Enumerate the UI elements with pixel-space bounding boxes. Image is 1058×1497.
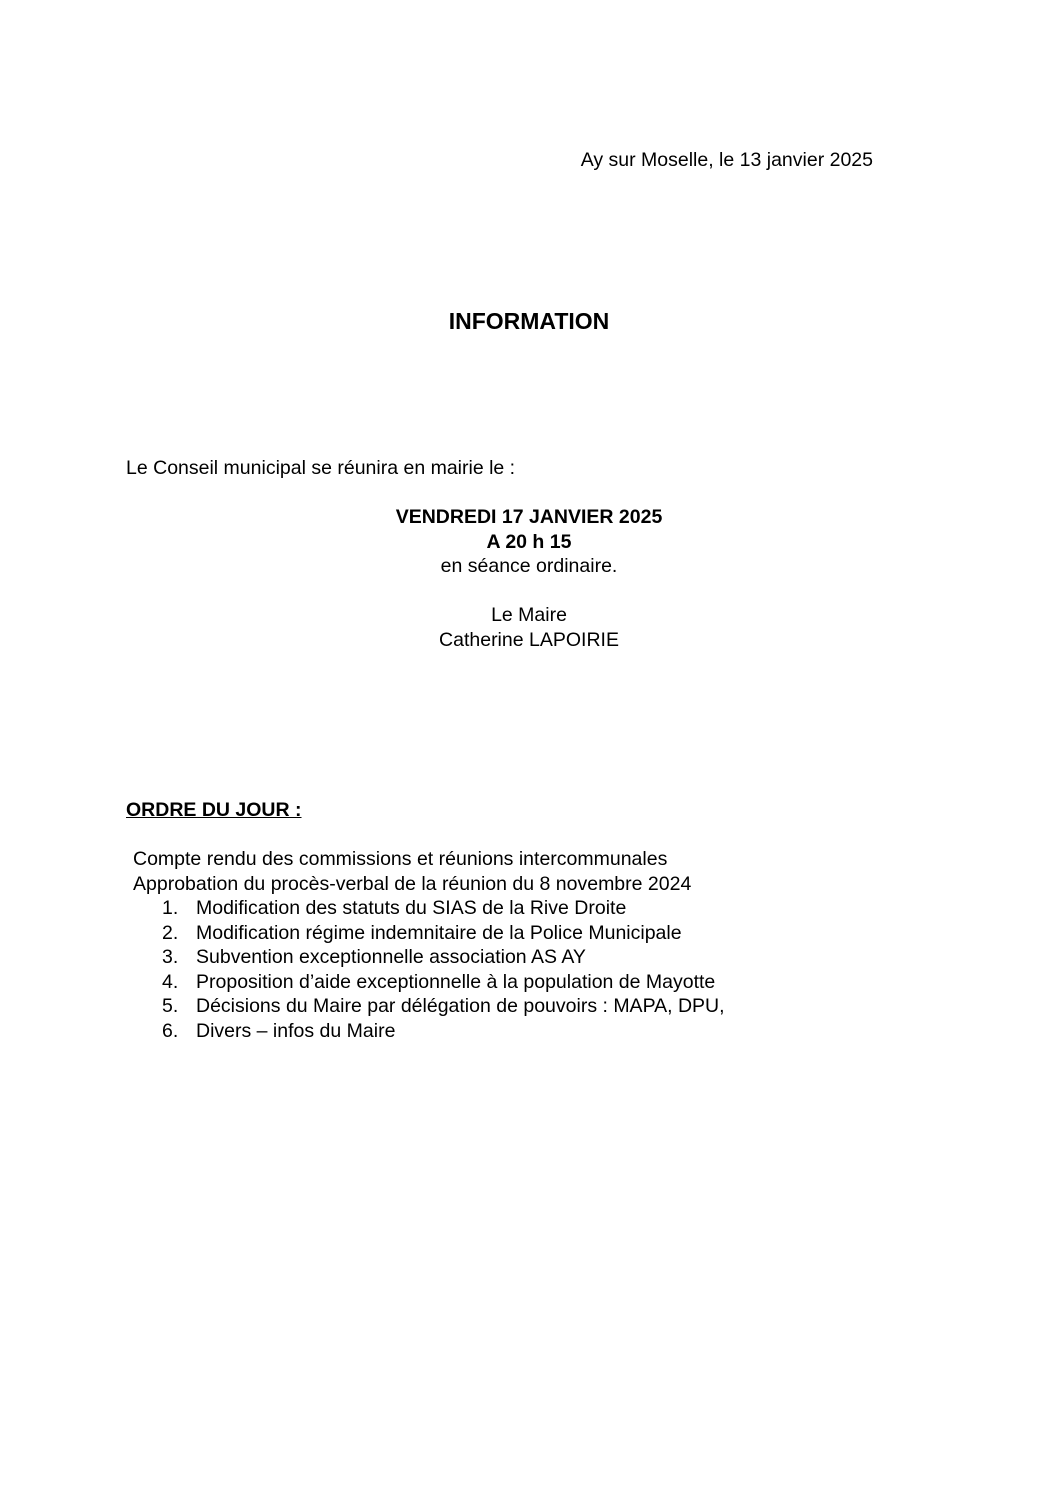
agenda-item-text: Divers – infos du Maire xyxy=(196,1019,396,1042)
agenda-item xyxy=(162,970,725,995)
agenda-item xyxy=(162,1019,725,1044)
meeting-time: A 20 h 15 xyxy=(486,530,572,553)
agenda-list xyxy=(162,896,725,1043)
agenda-item xyxy=(162,994,725,1019)
agenda-item-number: 3. xyxy=(162,946,179,968)
agenda-item-number: 4. xyxy=(162,970,179,993)
meeting-session: en séance ordinaire. xyxy=(440,555,618,577)
agenda-item-text: Modification régime indemnitaire de la Police Municipale xyxy=(196,921,682,944)
agenda-item-text: Décisions du Maire par délégation de pouvoirs : MAPA, DPU, xyxy=(196,995,725,1017)
signatory-name: Catherine LAPOIRIE xyxy=(439,628,619,651)
signatory-role: Le Maire xyxy=(491,604,567,626)
agenda-item-number: 6. xyxy=(162,1019,179,1042)
page-title: INFORMATION xyxy=(448,308,610,334)
agenda-item xyxy=(162,945,725,970)
agenda-item-number: 5. xyxy=(162,995,179,1017)
meeting-date: VENDREDI 17 JANVIER 2025 xyxy=(395,506,663,528)
agenda-preamble-line: Approbation du procès-verbal de la réunion du 8 novembre 2024 xyxy=(133,872,692,895)
place-date: Ay sur Moselle, le 13 janvier 2025 xyxy=(580,149,873,171)
agenda-item-text: Proposition d’aide exceptionnelle à la population de Mayotte xyxy=(196,970,716,993)
agenda-preamble-line: Compte rendu des commissions et réunions intercommunales xyxy=(133,848,668,870)
spacer xyxy=(0,579,1058,604)
agenda-item xyxy=(162,896,725,921)
agenda-item xyxy=(162,921,725,946)
agenda-item-text: Subvention exceptionnelle association AS AY xyxy=(196,946,586,968)
intro-text: Le Conseil municipal se réunira en mairie le : xyxy=(126,457,516,479)
agenda-item-number: 1. xyxy=(162,897,179,919)
meeting-details xyxy=(0,505,1058,652)
agenda-item-number: 2. xyxy=(162,921,179,944)
agenda-item-text: Modification des statuts du SIAS de la Rive Droite xyxy=(196,897,627,919)
agenda-preamble xyxy=(133,847,691,896)
agenda-heading: ORDRE DU JOUR : xyxy=(126,799,302,821)
